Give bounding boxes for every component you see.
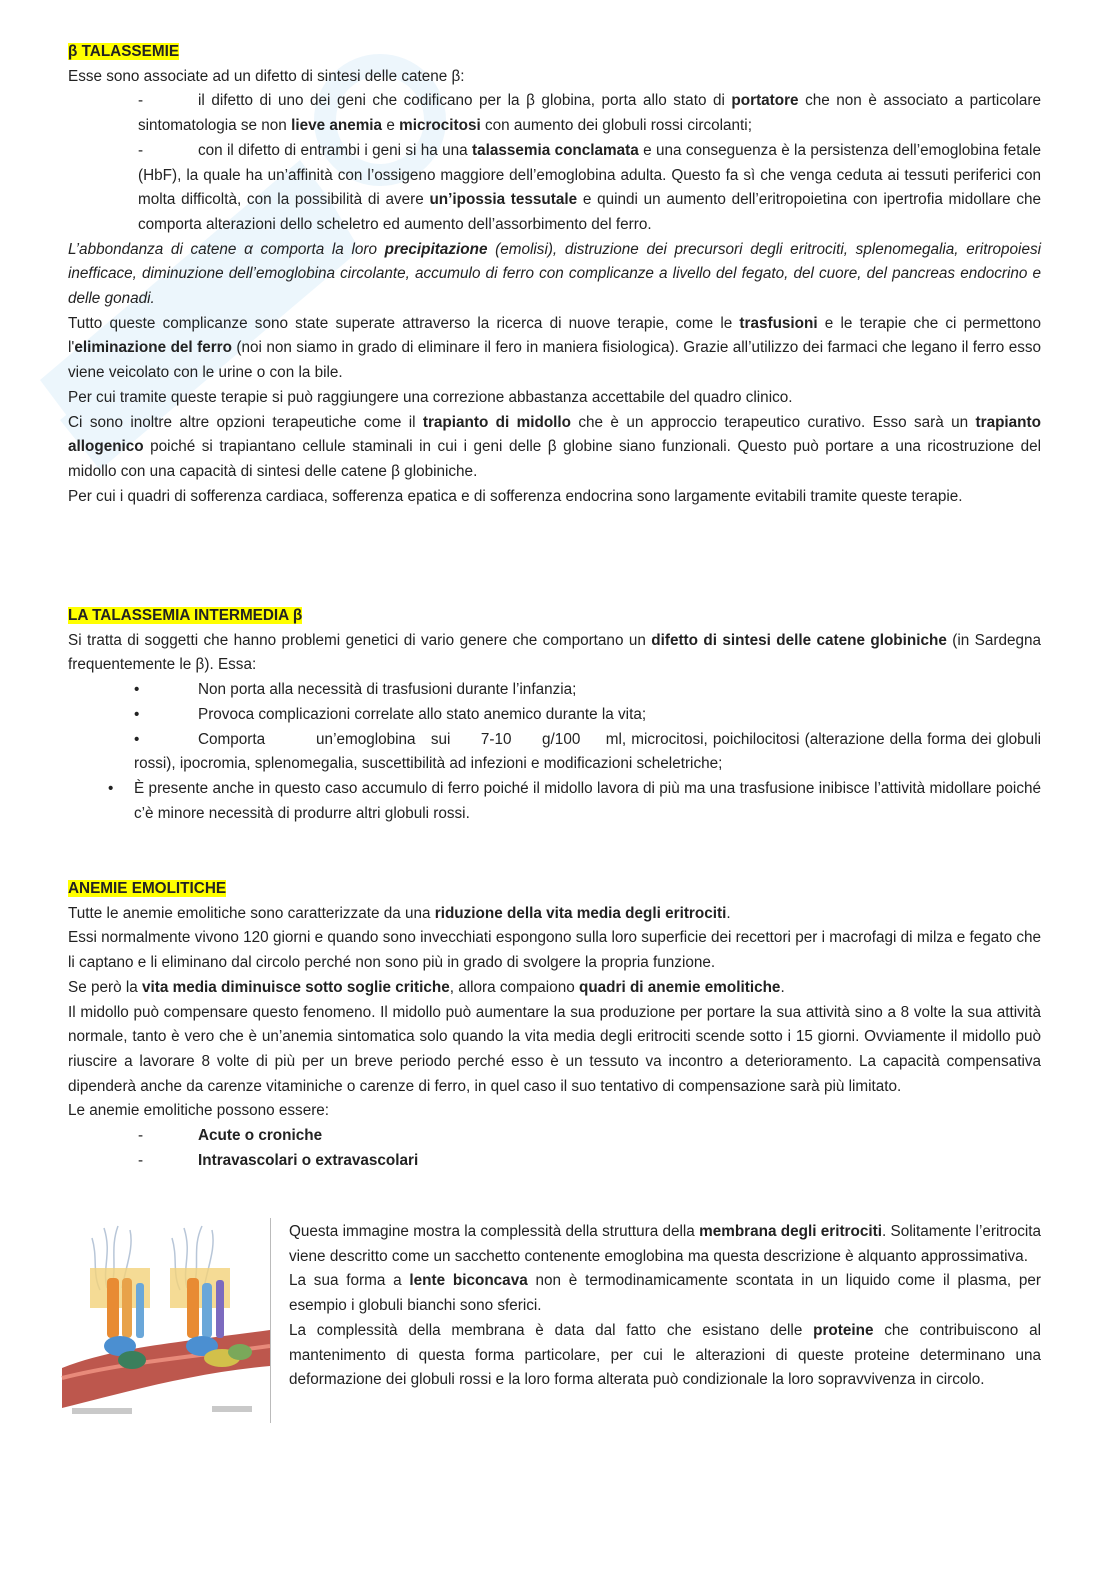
paragraph: [68, 386, 1041, 411]
text-run: , allora compaiono: [449, 978, 579, 996]
bold-text: lente biconcava: [409, 1272, 528, 1290]
text-run: .: [726, 904, 731, 922]
list-item: • È presente anche in questo caso accumulo di ferro poiché il midollo lavora di più ma una trasfusione inibisce l’attività midollare poiché c’è minore necessità di produrre altri globuli rossi.: [108, 779, 1041, 822]
figure-caption-text: [289, 1220, 1041, 1393]
text-run: (emolisi), distruzione dei precursori degli eritrociti, splenomegalia, eritropoiesi inefficace, diminuzione dell’emoglobina circolante, accumulo di ferro con complicanze a livello del fegato, del cuore, del pancreas endocrino e delle gonadi.: [68, 240, 1042, 308]
paragraph: [68, 926, 1041, 975]
paragraph: [68, 976, 1041, 1001]
paragraph: [68, 1099, 1041, 1124]
text-run: La sua forma a: [289, 1272, 410, 1290]
bold-text: talassemia conclamata: [471, 141, 639, 159]
section-beta-talassemie: [68, 40, 1041, 509]
dash-marker: -: [138, 141, 144, 159]
text-run: Ci sono inoltre altre opzioni terapeutiche come il: [68, 413, 423, 431]
text-run: Se però la: [68, 978, 142, 996]
paragraph: [68, 238, 1041, 312]
text-run: Le anemie emolitiche possono essere:: [68, 1102, 330, 1120]
membrane-figure: [52, 1218, 271, 1423]
text-run: che contribuiscono al mantenimento di questa forma particolare, per cui le alterazioni di queste proteine determinano una deformazione dei globuli rossi e la loro forma alterata può condizionale la loro sopravvivenza in circolo.: [289, 1321, 1041, 1389]
text-run: . Solitamente l’eritrocita viene descritto come un sacchetto contenente emoglobina ma questa descrizione è alquanto approssimativa.: [289, 1223, 1042, 1265]
text-run: Tutte le anemie emolitiche sono caratterizzate da una: [68, 904, 435, 922]
list-item: - Intravascolari o extravascolari: [68, 1149, 1041, 1174]
text-run: L’abbondanza di catene α comporta la loro: [68, 240, 385, 258]
text-run: Questa immagine mostra la complessità della struttura della: [289, 1223, 700, 1240]
intro-text: Esse sono associate ad un difetto di sintesi delle catene β:: [68, 67, 465, 85]
bold-text: quadri di anemie emolitiche: [578, 978, 781, 996]
bold-text: lieve anemia: [291, 117, 383, 135]
section-anemie-emolitiche: [68, 877, 1041, 1173]
dash-marker: -: [138, 1151, 144, 1169]
bold-text: portatore: [731, 92, 799, 110]
list-item: • Provoca complicazioni correlate allo stato anemico durante la vita;: [68, 703, 1041, 728]
text-run: che è un approccio terapeutico curativo. Esso sarà un: [571, 413, 976, 431]
paragraph: [68, 411, 1041, 485]
paragraph: [68, 902, 1041, 927]
paragraph: [68, 1001, 1041, 1100]
paragraph: [289, 1220, 1041, 1269]
bold-text: riduzione della vita media degli eritrociti: [434, 904, 727, 922]
text-run: Per cui tramite queste terapie si può raggiungere una correzione abbastanza accettabile del quadro clinico.: [68, 388, 793, 406]
list-item: • Comporta un’emoglobina sui 7-10 g/100 ml, microcitosi, poichilocitosi (alterazione della forma dei globuli rossi), ipocromia, splenomegalia, suscettibilità ad infezioni e modificazioni scheletriche;: [68, 728, 1041, 777]
text-run: il difetto di uno dei geni che codificano per la β globina, porta allo stato di: [198, 92, 732, 110]
list-item: [68, 139, 1041, 238]
text-run: .: [780, 978, 785, 996]
text-run: e una conseguenza è la persistenza dell’emoglobina fetale (HbF), la quale ha un’affinità con l’ossigeno maggiore dell’emoglobina adulta. Questo fa sì che venga ceduta ai tessuti periferici con molta difficoltà, con la possibilità di avere: [138, 141, 1041, 209]
bold-text: trapianto allogenico: [68, 413, 1041, 456]
text-run: con il difetto di entrambi i geni si ha una: [198, 141, 472, 159]
bullet-marker: •: [134, 730, 140, 748]
paragraph: [68, 485, 1041, 510]
text-run: Il midollo può compensare questo fenomeno. Il midollo può aumentare la sua produzione per portare la sua attività sino a 8 volte la sua attività normale, tanto è vero che è un’anemia sintomatica solo quando la vita media degli eritrociti scende sotto i 15 giorni. Ovviamente il midollo può riuscire a lavorare 8 volte di più per un breve periodo perché esso è un tessuto va incontro a deterioramento. La capacità compensativa dipenderà anche da carenze vitaminiche o carenze di ferro, in quel caso il suo tentativo di compensazione sarà più limitato.: [68, 1003, 1041, 1095]
bold-text: difetto di sintesi delle catene globiniche: [651, 631, 947, 649]
dash-marker: -: [138, 1127, 144, 1145]
bold-text: trasfusioni: [739, 314, 818, 332]
bold-text: membrana degli eritrociti: [699, 1223, 882, 1240]
text-run: Per cui i quadri di sofferenza cardiaca, sofferenza epatica e di sofferenza endocrina sono largamente evitabili tramite queste terapie.: [68, 487, 963, 505]
text-run: e le terapie che ci permettono l': [68, 314, 1042, 357]
membrane-illustration: [52, 1218, 270, 1423]
text-run: Si tratta di soggetti che hanno problemi genetici di vario genere che comportano un: [68, 631, 652, 649]
bold-text: proteine: [813, 1321, 874, 1339]
text-run: La complessità della membrana è data dal fatto che esistano delle: [289, 1321, 814, 1339]
bold-text: trapianto di midollo: [422, 413, 572, 431]
dash-marker: -: [138, 92, 144, 110]
heading-beta-talassemie: β TALASSEMIE: [68, 43, 180, 60]
text-run: e: [382, 117, 400, 135]
list-item: - Acute o croniche: [68, 1124, 1041, 1149]
text-run: non è termodinamicamente scontata in un liquido come il plasma, per esempio i globuli bianchi sono sferici.: [289, 1272, 1041, 1315]
heading-talassemia-intermedia: LA TALASSEMIA INTERMEDIA β: [68, 607, 303, 624]
text-run: che non è associato a particolare sintomatologia se non: [138, 92, 1041, 135]
bold-text: precipitazione: [384, 240, 488, 258]
paragraph: [68, 312, 1041, 386]
bold-text: vita media diminuisce sotto soglie critiche: [141, 978, 450, 996]
paragraph: [289, 1269, 1041, 1318]
bullet-marker: •: [134, 705, 140, 723]
text-run: Essi normalmente vivono 120 giorni e quando sono invecchiati espongono sulla loro superficie dei recettori per i macrofagi di milza e fegato che li captano e li eliminano dal circolo perché non sono più in grado di svolgere la propria funzione.: [68, 929, 1041, 972]
heading-anemie-emolitiche: ANEMIE EMOLITICHE: [68, 880, 227, 897]
text-run: (noi non siamo in grado di eliminare il fero in maniera fisiologica). Grazie all’utilizzo dei farmaci che legano il ferro esso viene veicolato con le urine o con la bile.: [68, 339, 1042, 382]
section-talassemia-intermedia: [68, 604, 1046, 826]
list-item: [68, 89, 1041, 138]
bold-text: eliminazione del ferro: [74, 339, 232, 357]
text-run: Tutto queste complicanze sono state superate attraverso la ricerca di nuove terapie, come le: [68, 314, 740, 332]
text-run: con aumento dei globuli rossi circolanti;: [480, 117, 752, 135]
bold-text: un’ipossia tessutale: [429, 191, 578, 209]
list-item: • Non porta alla necessità di trasfusioni durante l’infanzia;: [68, 678, 1041, 703]
text-run: e quindi un aumento dell’eritropoietina con ipertrofia midollare che comporta alterazioni dello scheletro ed aumento dell’assorbimento del ferro.: [138, 191, 1042, 233]
text-run: poiché si trapiantano cellule staminali in cui i geni delle β globine siano funzionali. Questo può portare a una ricostruzione del midollo con una capacità di sintesi delle catene β globiniche.: [68, 438, 1041, 480]
bullet-marker: •: [134, 681, 140, 699]
paragraph: [289, 1319, 1041, 1393]
text-run: (in Sardegna frequentemente le β). Essa:: [68, 631, 1041, 674]
bold-text: microcitosi: [399, 117, 481, 135]
intro-text: [68, 629, 1041, 678]
